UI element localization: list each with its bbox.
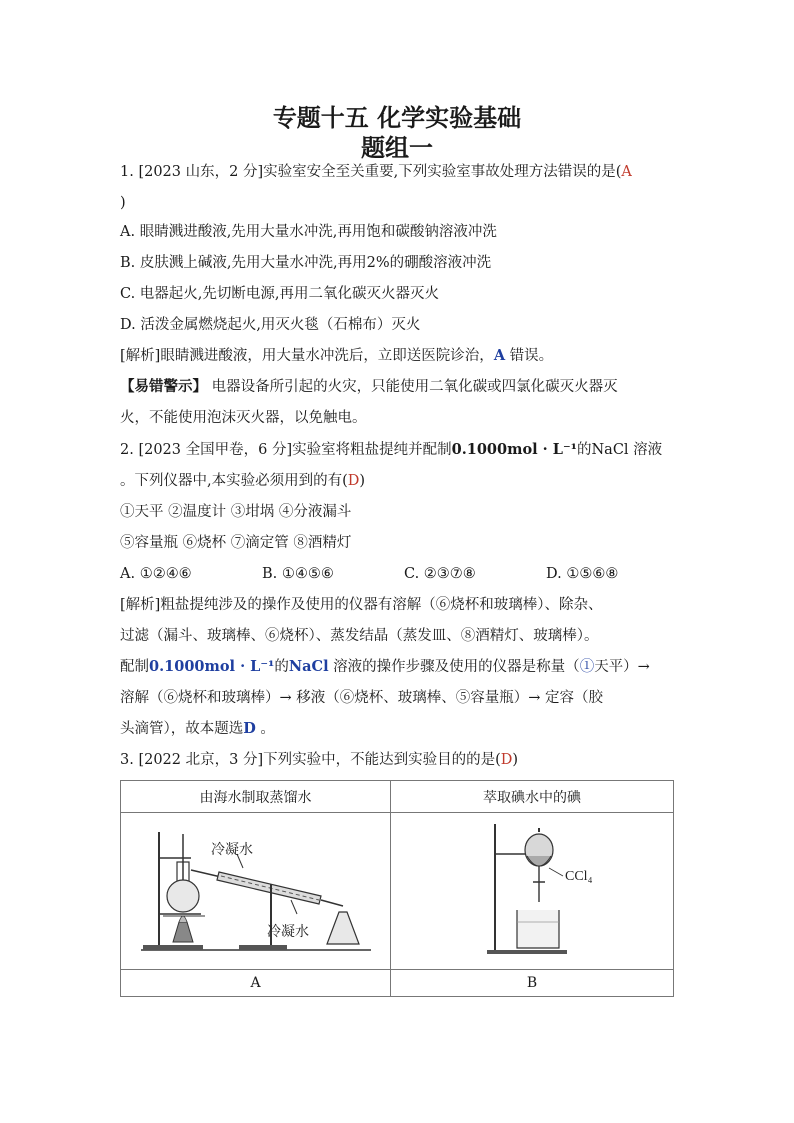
warning-text-1: 电器设备所引起的火灾，只能使用二氧化碳或四氯化碳灭火器灭: [207, 379, 618, 395]
q2-analysis-3: [120, 657, 650, 677]
table-header-row: [121, 781, 674, 813]
q2-concentration: 0.1000mol · L⁻¹: [451, 441, 577, 458]
q1-analysis-text: [解析]眼睛溅进酸液，用大量水冲洗后，立即送医院诊治，: [120, 348, 494, 364]
q2-stem-close: ): [359, 473, 366, 489]
q2-stem-text-b: 的NaCl 溶液: [576, 442, 663, 458]
warning-text-2: 火，不能使用泡沫灭火器，以免触电。: [120, 410, 367, 426]
q1-answer: A: [621, 164, 632, 180]
q2-a5-c: 。: [255, 721, 275, 737]
q2-analysis-4: 溶解（⑥烧杯和玻璃棒）→ 移液（⑥烧杯、玻璃棒、⑤容量瓶）→ 定容（胶: [120, 690, 604, 706]
condenser-water-label-top: 冷凝水: [211, 843, 253, 858]
q1-stem: [120, 162, 632, 182]
q2-choice-b: B. ①④⑤⑥: [262, 566, 334, 582]
q1-stem-text: 1. [2023 山东，2 分]实验室安全至关重要,下列实验室事故处理方法错误的是(: [120, 164, 622, 180]
q2-a5-a: 头滴管），故本题选: [120, 721, 244, 737]
q2-stem-2: [120, 471, 365, 491]
distillation-apparatus-figure: [121, 814, 389, 968]
q1-option-a: A. 眼睛溅进酸液,先用大量水冲洗,再用饱和碳酸钠溶液冲洗: [120, 224, 497, 240]
q2-stem-text-c: 。下列仪器中,本实验必须用到的有(: [120, 473, 348, 489]
q3-stem-close: ): [512, 752, 519, 768]
table-image-row: [121, 813, 674, 970]
condenser-water-label-bottom: 冷凝水: [267, 925, 309, 940]
q2-a3-nacl: NaCl: [288, 658, 329, 675]
extraction-apparatus-figure: [391, 814, 673, 968]
q3-stem-text: 3. [2022 北京，3 分]下列实验中，不能达到实验目的的是(: [120, 752, 501, 768]
q1-option-b: B. 皮肤溅上碱液,先用大量水冲洗,再用2%的硼酸溶液冲洗: [120, 255, 492, 271]
q2-a3-conc: 0.1000mol · L⁻¹: [149, 658, 275, 675]
q1-analysis: [120, 346, 553, 366]
table-label-b: B: [391, 970, 674, 997]
q2-a3-e: 溶液的操作步骤及使用的仪器是称量（: [328, 659, 580, 675]
q1-stem-close: ): [120, 195, 126, 211]
ccl4-label: CCl₄: [565, 869, 593, 884]
q2-a3-a: 配制: [120, 659, 149, 675]
table-header-b: 萃取碘水中的碘: [391, 781, 674, 813]
q2-choice-c: C. ②③⑦⑧: [404, 566, 476, 582]
q2-a5-key: D: [243, 720, 256, 737]
q3-stem: [120, 750, 518, 770]
figure-a-cell: [121, 813, 391, 970]
page-subtitle: 题组一: [361, 133, 433, 162]
q2-choice-a: A. ①②④⑥: [120, 566, 192, 582]
q2-stem: [120, 440, 662, 460]
q2-a3-c: 的: [274, 659, 289, 675]
warning-tag: 【易错警示】: [120, 378, 207, 395]
q1-warning: [120, 377, 618, 397]
q2-items-2: ⑤容量瓶 ⑥烧杯 ⑦滴定管 ⑧酒精灯: [120, 535, 352, 551]
figure-b-cell: [391, 813, 674, 970]
q2-analysis-1: [解析]粗盐提纯涉及的操作及使用的仪器有溶解（⑥烧杯和玻璃棒）、除杂、: [120, 597, 603, 613]
q2-stem-text: 2. [2023 全国甲卷，6 分]实验室将粗盐提纯并配制: [120, 442, 452, 458]
q1-option-c: C. 电器起火,先切断电源,再用二氧化碳灭火器灭火: [120, 286, 440, 302]
q1-analysis-key: A: [493, 347, 506, 364]
q2-choice-d: D. ①⑤⑥⑧: [546, 566, 619, 582]
q3-answer: D: [500, 752, 513, 768]
q2-analysis-2: 过滤（漏斗、玻璃棒、⑥烧杯）、蒸发结晶（蒸发皿、⑧酒精灯、玻璃棒）。: [120, 628, 599, 644]
q2-analysis-5: [120, 719, 275, 739]
q1-analysis-end: 错误。: [505, 348, 554, 364]
q2-items-1: ①天平 ②温度计 ③坩埚 ④分液漏斗: [120, 504, 352, 520]
q2-answer: D: [347, 473, 360, 489]
q2-a3-g: 天平）→: [594, 659, 650, 675]
page-title: 专题十五 化学实验基础: [272, 103, 522, 132]
table-label-a: A: [121, 970, 391, 997]
table-label-row: [121, 970, 674, 997]
q1-option-d: D. 活泼金属燃烧起火,用灭火毯（石棉布）灭火: [120, 317, 421, 333]
table-header-a: 由海水制取蒸馏水: [121, 781, 391, 813]
experiment-table: [120, 780, 674, 997]
q2-a3-f: ①: [579, 659, 595, 675]
